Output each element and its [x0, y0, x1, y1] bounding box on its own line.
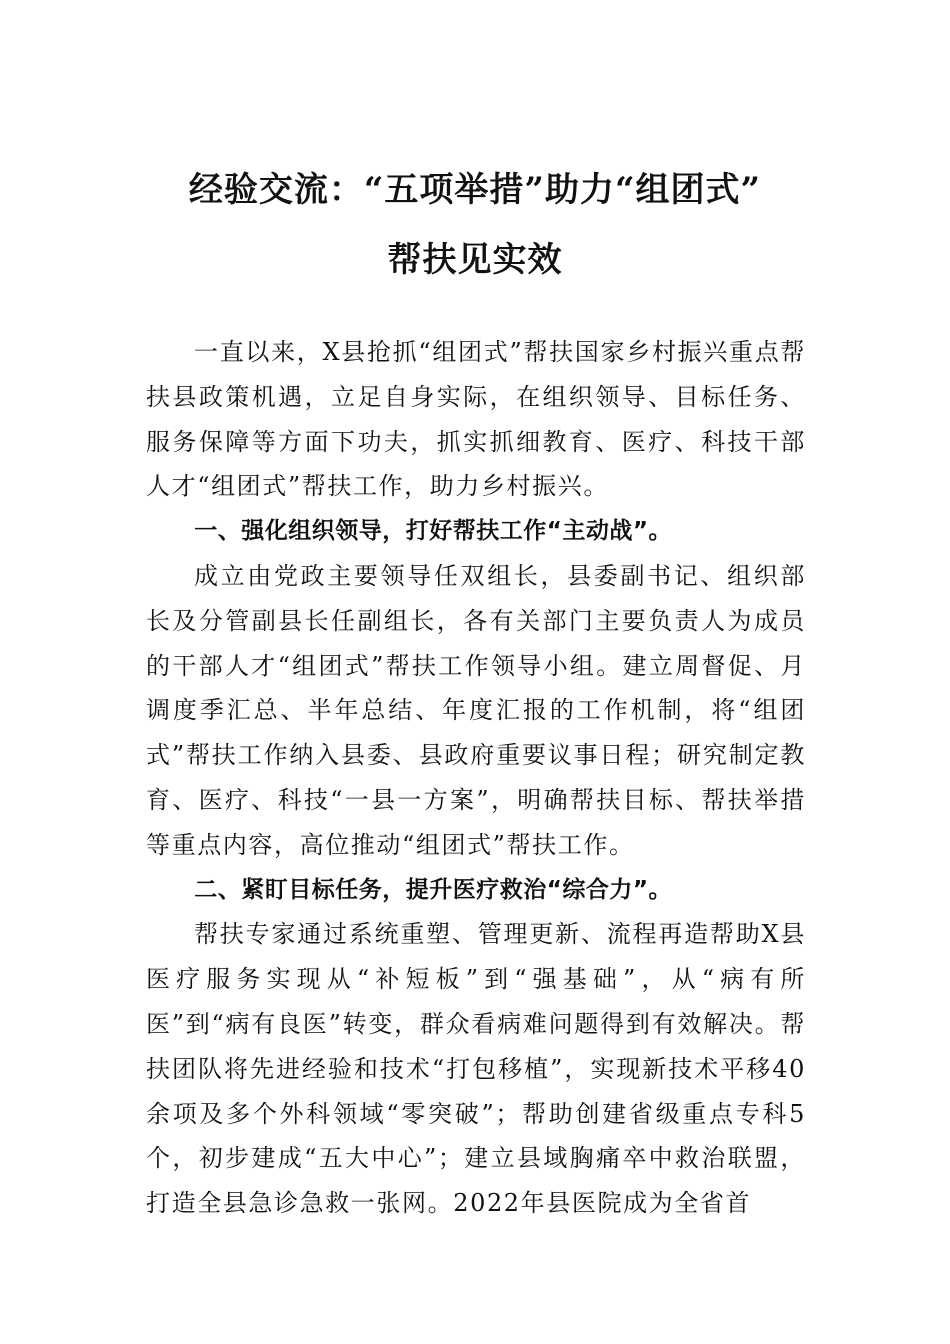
- section-2-paragraph: 帮扶专家通过系统重塑、管理更新、流程再造帮助X县医疗服务实现从“补短板”到“强基础”，从“病有所医”到“病有良医”转变，群众看病难问题得到有效解决。帮扶团队将先进经验和技术“打包移植”，实现新技术平移40余项及多个外科领域“零突破”；帮助创建省级重点专科5个，初步建成“五大中心”；建立县域胸痛卒中救治联盟，打造全县急诊急救一张网。2022年县医院成为全省首: [146, 920, 806, 1218]
- intro-paragraph: 一直以来，X县抢抓“组团式”帮扶国家乡村振兴重点帮扶县政策机遇，立足自身实际，在组织领导、目标任务、服务保障等方面下功夫，抓实抓细教育、医疗、科技干部人才“组团式”帮扶工作，助力乡村振兴。: [146, 338, 806, 501]
- document-body: [146, 330, 806, 1226]
- section-1-heading: 一、强化组织领导，打好帮扶工作“主动战”。: [194, 518, 673, 545]
- section-1-paragraph: 成立由党政主要领导任双组长，县委副书记、组织部长及分管副县长任副组长，各有关部门主要负责人为成员的干部人才“组团式”帮扶工作领导小组。建立周督促、月调度季汇总、半年总结、年度汇报的工作机制，将“组团式”帮扶工作纳入县委、县政府重要议事日程；研究制定教育、医疗、科技“一县一方案”，明确帮扶目标、帮扶举措等重点内容，高位推动“组团式”帮扶工作。: [146, 561, 806, 859]
- section-2-heading: 二、紧盯目标任务，提升医疗救治“综合力”。: [194, 876, 673, 903]
- document-title-line-1: 经验交流：“五项举措”助力“组团式”: [188, 170, 762, 210]
- document-title-line-2: 帮扶见实效: [387, 240, 563, 280]
